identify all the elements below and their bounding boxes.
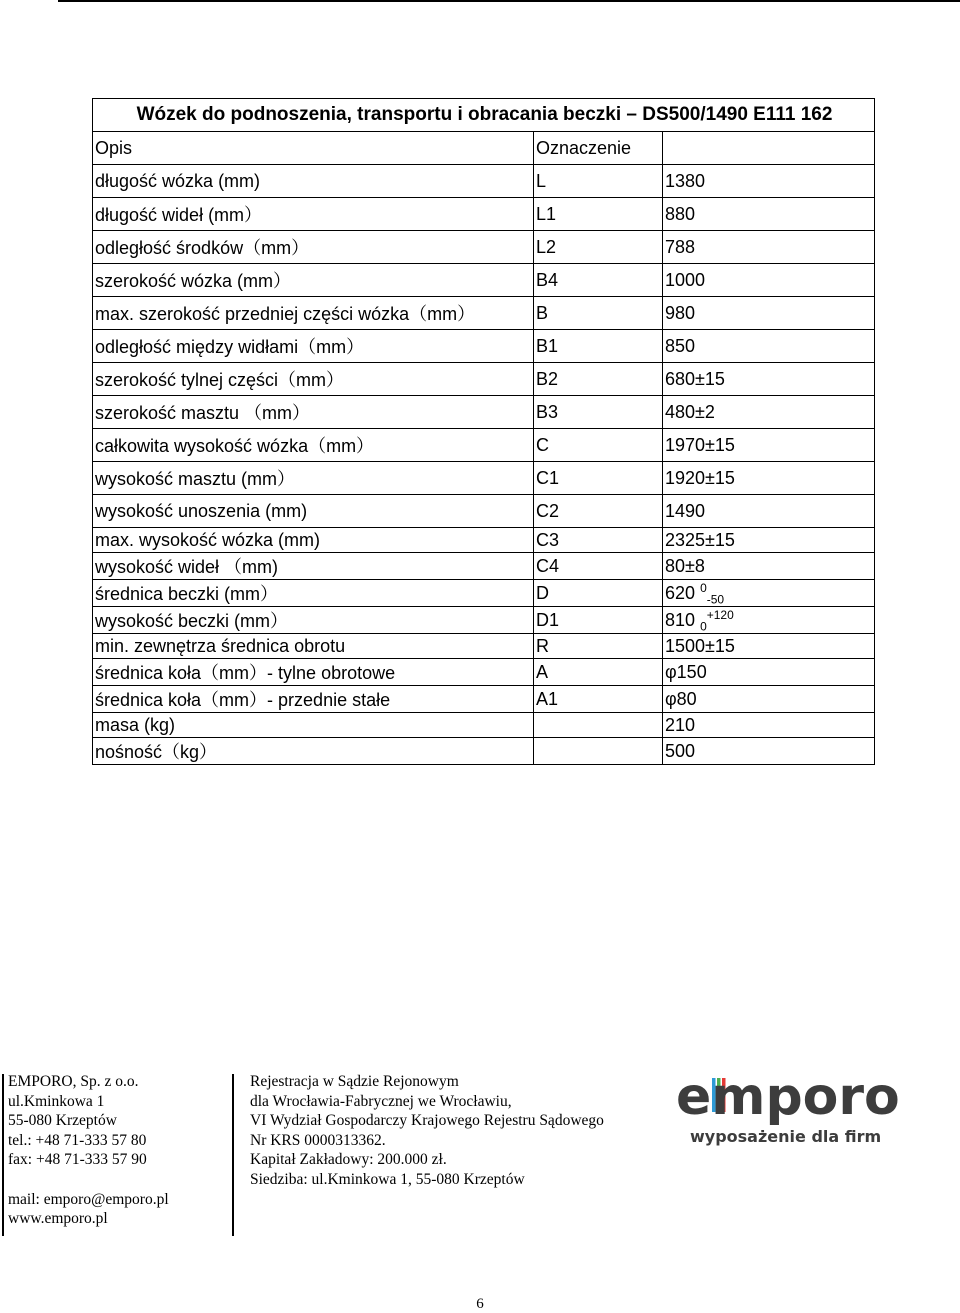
company-email[interactable]: mail: emporo@emporo.pl: [8, 1190, 169, 1208]
row-value-cell: [663, 297, 875, 330]
row-description: nośność（kg）: [93, 738, 534, 765]
row-description: odległość między widłami（mm）: [93, 330, 534, 363]
spacer: [8, 1170, 218, 1190]
row-code: A1: [534, 686, 663, 713]
header-code: Oznaczenie: [534, 132, 663, 165]
row-description: odległość środków（mm）: [93, 231, 534, 264]
row-value: φ150: [665, 661, 707, 682]
header-value: [663, 132, 875, 165]
company-fax: fax: +48 71-333 57 90: [8, 1151, 147, 1169]
row-code: B2: [534, 363, 663, 396]
company-phone: tel.: +48 71-333 57 80: [8, 1131, 147, 1149]
company-name: EMPORO, Sp. z o.o.: [8, 1073, 139, 1090]
row-code: C4: [534, 553, 663, 580]
row-description: szerokość tylnej części（mm）: [93, 363, 534, 396]
top-rule: [58, 0, 960, 2]
tolerance-lower: 0: [700, 619, 707, 634]
company-website[interactable]: www.emporo.pl: [8, 1210, 108, 1228]
row-value: φ80: [665, 688, 697, 709]
row-description: szerokość wózka (mm）: [93, 264, 534, 297]
emporo-logo: [676, 1070, 906, 1150]
row-value-cell: [663, 607, 875, 634]
row-code: C3: [534, 528, 663, 553]
row-description: długość wózka (mm): [93, 165, 534, 198]
registration-line-2: dla Wrocławia-Fabrycznej we Wrocławiu,: [250, 1092, 512, 1110]
row-code: D: [534, 580, 663, 607]
row-value: 1970±15: [665, 434, 735, 455]
row-value-cell: [663, 495, 875, 528]
row-value: 500: [665, 740, 696, 761]
row-value: 480±2: [665, 401, 715, 422]
row-code: C2: [534, 495, 663, 528]
row-description: min. zewnętrza średnica obrotu: [93, 634, 534, 659]
table-row: [93, 198, 875, 231]
table-row: [93, 330, 875, 363]
row-value: 788: [665, 236, 696, 257]
row-code: D1: [534, 607, 663, 634]
row-description: długość wideł (mm）: [93, 198, 534, 231]
spec-table: [92, 98, 875, 765]
table-row: [93, 396, 875, 429]
row-value: 1500±15: [665, 635, 735, 656]
table-row: [93, 686, 875, 713]
header-desc: Opis: [93, 132, 534, 165]
row-value-cell: [663, 528, 875, 553]
row-value: 1490: [665, 500, 706, 521]
table-row: [93, 528, 875, 553]
row-value-cell: [663, 165, 875, 198]
company-street: ul.Kminkowa 1: [8, 1092, 105, 1110]
row-value: 620: [665, 582, 696, 603]
footer-registration-info: [250, 1072, 670, 1190]
row-code: C: [534, 429, 663, 462]
row-value: 850: [665, 335, 696, 356]
table-row: [93, 429, 875, 462]
registration-krs: Nr KRS 0000313362.: [250, 1131, 386, 1149]
row-description: całkowita wysokość wózka（mm）: [93, 429, 534, 462]
table-row: [93, 495, 875, 528]
table-row: [93, 713, 875, 738]
table-row: [93, 231, 875, 264]
row-description: masa (kg): [93, 713, 534, 738]
table-title: Wózek do podnoszenia, transportu i obracania beczki – DS500/1490 E111 162: [93, 99, 875, 132]
table-row: [93, 607, 875, 634]
table-header-row: [93, 132, 875, 165]
row-description: wysokość masztu (mm）: [93, 462, 534, 495]
registration-capital: Kapitał Zakładowy: 200.000 zł.: [250, 1151, 447, 1169]
row-code: A: [534, 659, 663, 686]
row-code: L2: [534, 231, 663, 264]
row-description: średnica koła（mm）- przednie stałe: [93, 686, 534, 713]
row-value-cell: [663, 231, 875, 264]
row-code: L1: [534, 198, 663, 231]
table-row: [93, 165, 875, 198]
table-row: [93, 462, 875, 495]
row-value-cell: [663, 659, 875, 686]
row-value-cell: [663, 198, 875, 231]
row-value-cell: [663, 264, 875, 297]
row-value-cell: [663, 738, 875, 765]
row-value: 1000: [665, 269, 706, 290]
row-description: max. szerokość przedniej części wózka（mm）: [93, 297, 534, 330]
row-value-cell: [663, 580, 875, 607]
row-description: max. wysokość wózka (mm): [93, 528, 534, 553]
row-value-cell: [663, 686, 875, 713]
table-row: [93, 634, 875, 659]
tolerance-lower: -50: [706, 592, 725, 607]
footer-divider-middle: [232, 1074, 234, 1236]
row-code: C1: [534, 462, 663, 495]
row-value-cell: [663, 462, 875, 495]
row-code: B1: [534, 330, 663, 363]
row-value: 1380: [665, 170, 706, 191]
row-description: wysokość unoszenia (mm): [93, 495, 534, 528]
row-value-cell: [663, 429, 875, 462]
footer-divider-left: [2, 1074, 4, 1236]
row-value-cell: [663, 634, 875, 659]
row-value: 980: [665, 302, 696, 323]
row-code: L: [534, 165, 663, 198]
row-value-cell: [663, 553, 875, 580]
row-code: [534, 738, 663, 765]
row-value: 210: [665, 714, 696, 735]
tolerance-upper: +120: [706, 607, 734, 622]
row-value: 2325±15: [665, 529, 735, 550]
row-description: szerokość masztu （mm）: [93, 396, 534, 429]
row-code: [534, 713, 663, 738]
logo-wordmark: emporo: [676, 1070, 900, 1127]
row-value-cell: [663, 713, 875, 738]
row-value-cell: [663, 330, 875, 363]
logo-tagline: wyposażenie dla firm: [690, 1127, 882, 1146]
registration-seat: Siedziba: ul.Kminkowa 1, 55-080 Krzeptów: [250, 1170, 525, 1188]
registration-line-1: Rejestracja w Sądzie Rejonowym: [250, 1073, 459, 1090]
table-row: [93, 580, 875, 607]
row-description: wysokość beczki (mm）: [93, 607, 534, 634]
row-value-cell: [663, 363, 875, 396]
registration-line-3: VI Wydział Gospodarczy Krajowego Rejestru Sądowego: [250, 1112, 604, 1130]
row-code: B3: [534, 396, 663, 429]
tolerance-upper: 0: [700, 580, 707, 595]
table-row: [93, 264, 875, 297]
row-description: średnica beczki (mm）: [93, 580, 534, 607]
row-description: średnica koła（mm）- tylne obrotowe: [93, 659, 534, 686]
footer-company-info: [8, 1072, 218, 1229]
table-row: [93, 738, 875, 765]
table-row: [93, 553, 875, 580]
table-row: [93, 363, 875, 396]
row-value: 880: [665, 203, 696, 224]
row-value: 680±15: [665, 368, 725, 389]
page-number: 6: [476, 1296, 484, 1312]
row-code: B4: [534, 264, 663, 297]
table-row: [93, 297, 875, 330]
table-row: [93, 659, 875, 686]
row-code: R: [534, 634, 663, 659]
company-city: 55-080 Krzeptów: [8, 1112, 117, 1130]
row-description: wysokość wideł （mm): [93, 553, 534, 580]
row-value-cell: [663, 396, 875, 429]
row-value: 80±8: [665, 555, 705, 576]
row-code: B: [534, 297, 663, 330]
row-value: 810: [665, 609, 696, 630]
row-value: 1920±15: [665, 467, 735, 488]
